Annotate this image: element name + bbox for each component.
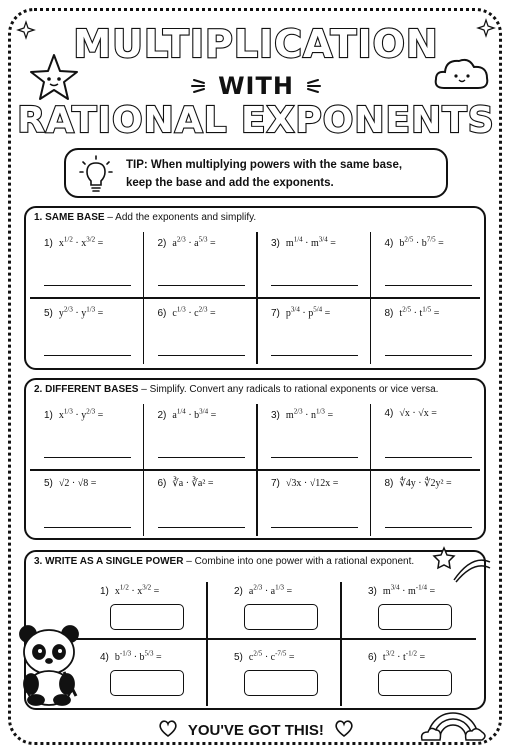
heart-icon xyxy=(334,720,354,738)
section-single-power xyxy=(24,550,486,710)
problem-text xyxy=(271,236,336,249)
smiling-star-icon xyxy=(28,52,80,104)
answer-line[interactable] xyxy=(271,527,358,528)
problem-expression: $a^{2/3} \cdot a^{5/3}$ = xyxy=(172,236,216,250)
problem-expression: $y^{2/3} \cdot y^{1/3}$ = xyxy=(58,306,104,320)
problem-number: 7) xyxy=(271,478,280,489)
answer-line[interactable] xyxy=(158,355,245,356)
problem-cell xyxy=(76,582,216,646)
with-dashes-icon xyxy=(190,74,322,98)
shooting-star-icon xyxy=(432,544,492,584)
problem-expression: $x^{1/2} \cdot x^{3/2}$ = xyxy=(58,236,104,250)
problem-expression: $m^{3/4} \cdot m^{-1/4}$ = xyxy=(382,584,436,598)
problem-cell xyxy=(30,400,143,468)
answer-line[interactable] xyxy=(158,457,245,458)
problem-grid xyxy=(76,582,486,712)
problem-grid xyxy=(30,400,480,540)
problem-grid xyxy=(30,228,480,368)
problem-text xyxy=(44,306,103,319)
answer-line[interactable] xyxy=(44,285,131,286)
problem-expression: √2 · √8 = xyxy=(58,478,97,489)
lightbulb-icon xyxy=(78,154,114,194)
problem-expression: ∜4y · ∜2y² = xyxy=(399,478,452,489)
problem-number: 2) xyxy=(234,586,243,598)
problem-number: 5) xyxy=(44,308,53,320)
tip-line-1: TIP: When multiplying powers with the same base, xyxy=(126,159,403,171)
answer-line[interactable] xyxy=(44,355,131,356)
panda-icon xyxy=(14,622,84,706)
answer-line[interactable] xyxy=(271,457,358,458)
answer-box[interactable] xyxy=(244,670,318,696)
answer-line[interactable] xyxy=(44,527,131,528)
problem-text xyxy=(100,584,159,597)
problem-number: 5) xyxy=(234,652,243,664)
problem-cell xyxy=(257,298,370,366)
problem-expression: $t^{3/2} \cdot t^{-1/2}$ = xyxy=(382,650,426,664)
problem-text xyxy=(385,236,444,249)
problem-text xyxy=(368,650,425,663)
answer-line[interactable] xyxy=(271,355,358,356)
problem-number: 6) xyxy=(157,478,167,489)
problem-text xyxy=(234,584,292,597)
problem-number: 6) xyxy=(368,652,377,664)
problem-expression: $a^{1/4} \cdot b^{3/4}$ = xyxy=(172,408,217,422)
problem-cell xyxy=(371,228,484,296)
problem-text xyxy=(271,306,330,319)
sparkle-icon xyxy=(16,20,36,40)
answer-line[interactable] xyxy=(385,285,472,286)
smiling-cloud-icon xyxy=(432,54,492,94)
problem-text xyxy=(158,306,216,319)
answer-line[interactable] xyxy=(158,285,245,286)
problem-number: 4) xyxy=(384,238,394,250)
answer-line[interactable] xyxy=(385,355,472,356)
tip-box xyxy=(64,148,448,198)
problem-text xyxy=(44,408,103,421)
problem-number: 7) xyxy=(271,308,280,320)
section-heading: 2. DIFFERENT BASES – Simplify. Convert any radicals to rational exponents or vice versa. xyxy=(34,384,439,395)
title-line-3: RATIONAL EXPONENTS xyxy=(17,100,495,141)
problem-cell xyxy=(144,400,257,468)
problem-cell xyxy=(371,470,484,538)
problem-text xyxy=(158,478,214,489)
problem-expression: $m^{2/3} \cdot n^{1/3}$ = xyxy=(285,408,334,422)
answer-box[interactable] xyxy=(378,604,452,630)
problem-cell xyxy=(30,228,143,296)
answer-box[interactable] xyxy=(110,604,184,630)
problem-number: 3) xyxy=(271,238,280,250)
section-heading: 1. SAME BASE – Add the exponents and simplify. xyxy=(34,212,257,223)
problem-cell xyxy=(210,648,350,712)
answer-line[interactable] xyxy=(385,457,472,458)
title-line-2: WITH xyxy=(218,72,294,100)
problem-expression: √x · √x = xyxy=(399,408,437,419)
problem-expression: $b^{2/5} \cdot b^{7/5}$ = xyxy=(399,236,444,250)
problem-number: 5) xyxy=(44,478,53,489)
problem-number: 2) xyxy=(157,238,167,250)
column-divider xyxy=(340,582,342,706)
problem-cell xyxy=(144,298,257,366)
problem-number: 2) xyxy=(157,410,167,422)
problem-text xyxy=(271,408,333,421)
problem-cell xyxy=(144,228,257,296)
row-divider xyxy=(30,469,480,471)
section-heading: 3. WRITE AS A SINGLE POWER – Combine into one power with a rational exponent. xyxy=(34,556,415,567)
problem-number: 4) xyxy=(384,408,394,419)
problem-number: 4) xyxy=(100,652,109,664)
answer-box[interactable] xyxy=(110,670,184,696)
problem-number: 6) xyxy=(157,308,167,320)
sparkle-icon xyxy=(476,18,496,38)
problem-cell xyxy=(144,470,257,538)
problem-cell xyxy=(257,228,370,296)
problem-text xyxy=(158,408,217,421)
answer-line[interactable] xyxy=(44,457,131,458)
problem-cell xyxy=(257,470,370,538)
problem-number: 3) xyxy=(271,410,280,422)
problem-cell xyxy=(344,582,484,646)
problem-cell xyxy=(371,400,484,468)
row-divider xyxy=(30,297,480,299)
answer-box[interactable] xyxy=(244,604,318,630)
problem-number: 3) xyxy=(368,586,377,598)
section-different-bases xyxy=(24,378,486,540)
problem-text xyxy=(368,584,435,597)
problem-cell xyxy=(257,400,370,468)
problem-text xyxy=(385,478,452,489)
tip-line-2: keep the base and add the exponents. xyxy=(126,177,334,189)
problem-expression: $c^{1/3} \cdot c^{2/3}$ = xyxy=(172,306,216,320)
column-divider xyxy=(206,582,208,706)
heart-icon xyxy=(158,720,178,738)
problem-expression: $b^{-1/3} \cdot b^{5/3}$ = xyxy=(114,650,162,664)
answer-line[interactable] xyxy=(158,527,245,528)
problem-expression: $p^{3/4} \cdot p^{5/4}$ = xyxy=(285,306,331,320)
problem-cell xyxy=(30,470,143,538)
problem-cell xyxy=(30,298,143,366)
row-divider xyxy=(76,638,476,640)
problem-cell xyxy=(76,648,216,712)
problem-cell xyxy=(371,298,484,366)
answer-line[interactable] xyxy=(271,285,358,286)
problem-text xyxy=(100,650,162,663)
problem-expression: $a^{2/3} \cdot a^{1/3}$ = xyxy=(248,584,293,598)
footer xyxy=(0,720,512,739)
problem-expression: √3x · √12x = xyxy=(285,478,339,489)
encouragement-text: YOU'VE GOT THIS! xyxy=(187,722,324,739)
problem-number: 8) xyxy=(384,308,394,320)
answer-line[interactable] xyxy=(385,527,472,528)
problem-expression: $x^{1/3} \cdot y^{2/3}$ = xyxy=(58,408,104,422)
problem-number: 1) xyxy=(100,586,109,598)
problem-text xyxy=(385,408,437,419)
problem-text xyxy=(234,650,295,663)
problem-expression: ∛a · ∛a² = xyxy=(172,478,214,489)
problem-number: 8) xyxy=(384,478,394,489)
problem-number: 1) xyxy=(44,410,53,422)
title-line-1: MULTIPLICATION xyxy=(73,22,439,66)
problem-text xyxy=(385,306,440,319)
answer-box[interactable] xyxy=(378,670,452,696)
section-same-base xyxy=(24,206,486,370)
problem-text xyxy=(44,236,103,249)
problem-text xyxy=(271,478,338,489)
problem-expression: $x^{1/2} \cdot x^{3/2}$ = xyxy=(114,584,160,598)
problem-expression: $t^{2/5} \cdot t^{1/5}$ = xyxy=(399,306,440,320)
problem-cell xyxy=(210,582,350,646)
problem-text xyxy=(158,236,216,249)
problem-expression: $m^{1/4} \cdot m^{3/4}$ = xyxy=(285,236,336,250)
problem-expression: $c^{2/5} \cdot c^{-7/5}$ = xyxy=(248,650,295,664)
problem-text xyxy=(44,478,96,489)
problem-number: 1) xyxy=(44,238,53,250)
